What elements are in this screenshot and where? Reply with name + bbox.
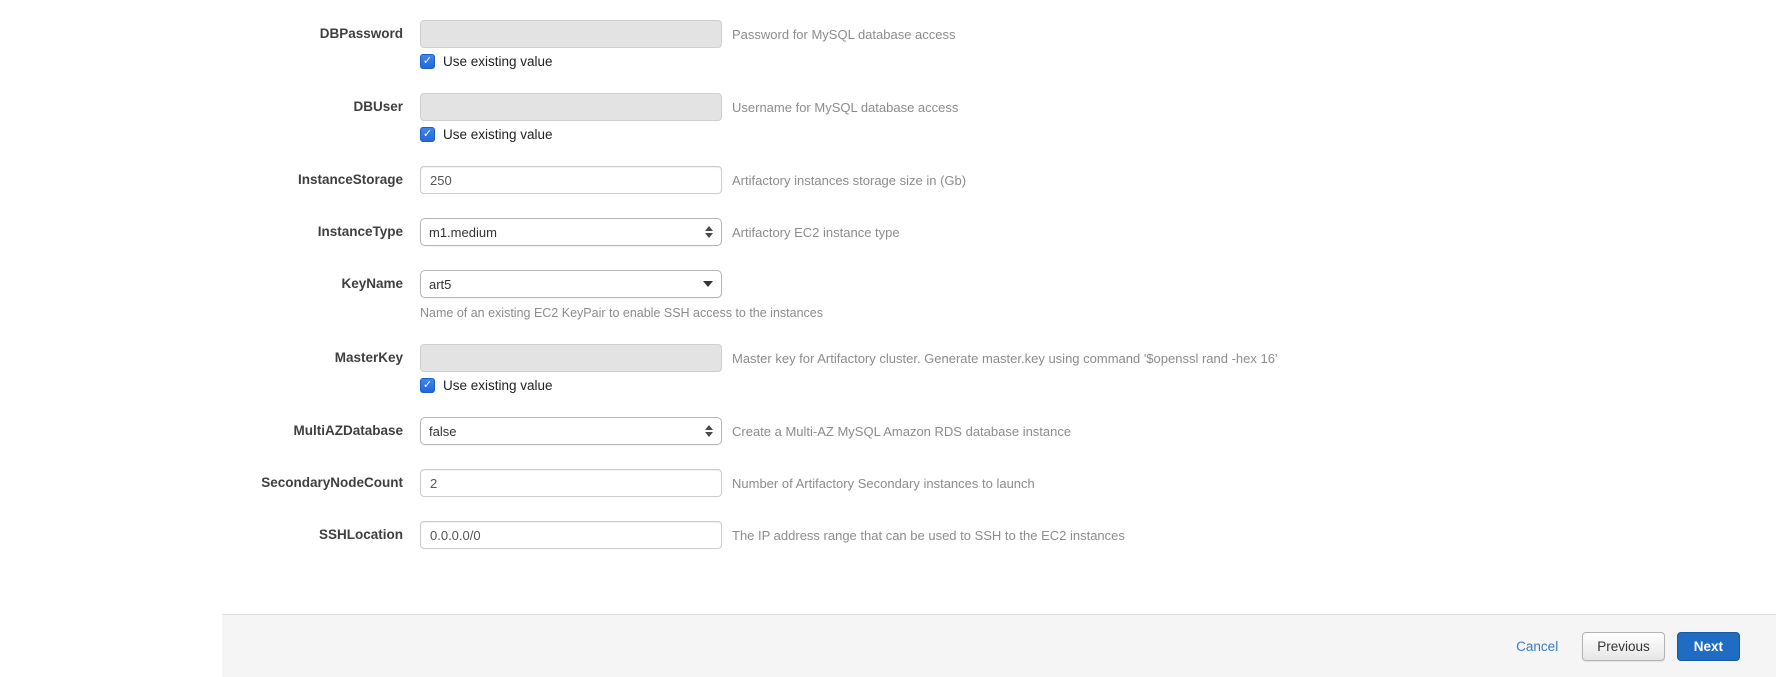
use-existing-checkbox[interactable]: ✓ — [420, 127, 435, 142]
next-button[interactable]: Next — [1677, 632, 1740, 661]
param-description: Artifactory EC2 instance type — [732, 225, 900, 240]
MasterKey-input[interactable] — [420, 344, 722, 372]
param-label: InstanceStorage — [297, 172, 403, 187]
triangle-down-icon — [705, 432, 713, 437]
parameters-form — [0, 20, 1277, 573]
triangle-up-icon — [705, 425, 713, 430]
param-description: Master key for Artifactory cluster. Generate master.key using command '$openssl rand -hex 16' — [732, 351, 1278, 366]
form-row-KeyName — [0, 270, 1277, 320]
use-existing-checkbox[interactable]: ✓ — [420, 54, 435, 69]
select-updown-icon — [699, 226, 713, 238]
wizard-footer — [222, 614, 1776, 677]
DBUser-input[interactable] — [420, 93, 722, 121]
selected-value: false — [429, 423, 457, 439]
form-row-InstanceType — [0, 218, 1277, 246]
use-existing-row — [420, 378, 722, 393]
form-row-SecondaryNodeCount — [0, 469, 1277, 497]
triangle-down-icon — [705, 233, 713, 238]
form-row-DBPassword — [0, 20, 1277, 69]
param-description: Number of Artifactory Secondary instances to launch — [732, 476, 1035, 491]
SSHLocation-input[interactable] — [420, 521, 722, 549]
param-label: DBPassword — [319, 26, 403, 41]
param-label: MasterKey — [334, 350, 403, 365]
param-label: SecondaryNodeCount — [261, 475, 403, 490]
param-control — [420, 218, 722, 246]
selected-value: m1.medium — [429, 224, 497, 240]
triangle-up-icon — [705, 226, 713, 231]
InstanceType-select[interactable] — [420, 218, 722, 246]
param-label: MultiAZDatabase — [293, 423, 403, 438]
param-description: Artifactory instances storage size in (Gb) — [732, 173, 967, 188]
form-rows — [0, 20, 1277, 549]
param-description: Create a Multi-AZ MySQL Amazon RDS database instance — [732, 424, 1072, 439]
InstanceStorage-input[interactable] — [420, 166, 722, 194]
cancel-button[interactable]: Cancel — [1516, 638, 1559, 654]
SecondaryNodeCount-input[interactable] — [420, 469, 722, 497]
KeyName-dropdown[interactable] — [420, 270, 722, 298]
use-existing-row — [420, 127, 722, 142]
param-control — [420, 166, 722, 194]
param-description: The IP address range that can be used to SSH to the EC2 instances — [732, 528, 1125, 543]
form-row-MultiAZDatabase — [0, 417, 1277, 445]
param-description: Username for MySQL database access — [732, 100, 959, 115]
use-existing-label: Use existing value — [443, 127, 553, 142]
param-label: KeyName — [341, 276, 403, 291]
param-control — [420, 20, 722, 69]
param-label: SSHLocation — [318, 527, 403, 542]
param-label: DBUser — [353, 99, 403, 114]
param-control — [420, 521, 722, 549]
chevron-down-icon — [703, 281, 713, 287]
DBPassword-input[interactable] — [420, 20, 722, 48]
param-control — [420, 270, 823, 320]
param-label: InstanceType — [317, 224, 403, 239]
form-row-SSHLocation — [0, 521, 1277, 549]
param-control — [420, 93, 722, 142]
param-control — [420, 469, 722, 497]
param-description: Password for MySQL database access — [732, 27, 956, 42]
MultiAZDatabase-select[interactable] — [420, 417, 722, 445]
use-existing-row — [420, 54, 722, 69]
param-help-text: Name of an existing EC2 KeyPair to enable SSH access to the instances — [420, 306, 823, 320]
previous-button[interactable]: Previous — [1582, 632, 1665, 661]
use-existing-checkbox[interactable]: ✓ — [420, 378, 435, 393]
form-row-MasterKey — [0, 344, 1277, 393]
param-control — [420, 417, 722, 445]
form-row-DBUser — [0, 93, 1277, 142]
param-control — [420, 344, 722, 393]
use-existing-label: Use existing value — [443, 54, 553, 69]
form-row-InstanceStorage — [0, 166, 1277, 194]
selected-value: art5 — [429, 276, 452, 292]
select-updown-icon — [699, 425, 713, 437]
use-existing-label: Use existing value — [443, 378, 553, 393]
